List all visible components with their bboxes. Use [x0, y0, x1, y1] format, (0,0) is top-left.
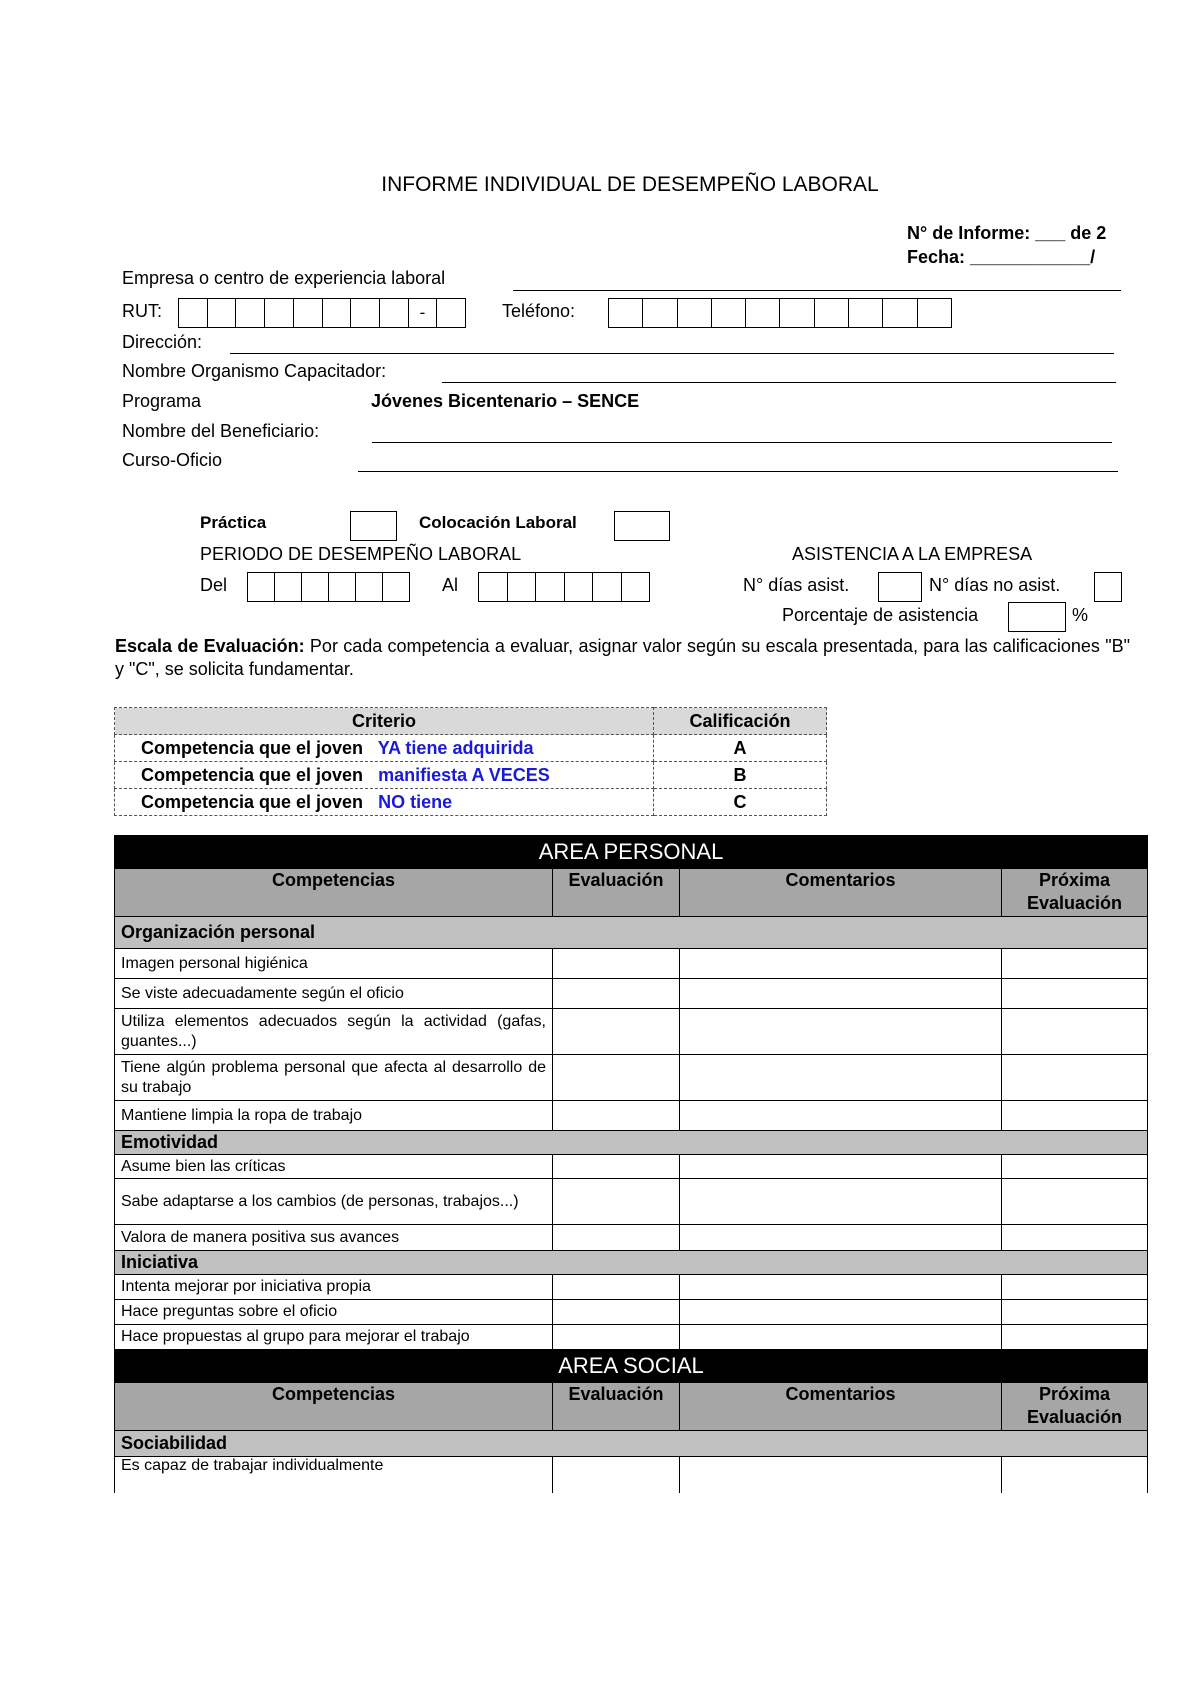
competencia: Tiene algún problema personal que afecta al desarrollo de su trabajo — [115, 1055, 553, 1101]
competencia: Asume bien las críticas — [115, 1155, 553, 1179]
proxima-cell[interactable] — [1002, 979, 1148, 1009]
table-row — [115, 1225, 1148, 1251]
programa-label: Programa — [122, 391, 202, 411]
proxima-cell[interactable] — [1002, 1101, 1148, 1131]
competencia: Hace propuestas al grupo para mejorar el trabajo — [115, 1325, 553, 1350]
evaluacion-cell[interactable] — [553, 1225, 680, 1251]
comentarios-cell[interactable] — [680, 1275, 1002, 1300]
criterio-prefix: Competencia que el joven — [141, 737, 364, 758]
comentarios-cell[interactable] — [680, 1457, 1002, 1493]
competencia: Utiliza elementos adecuados según la actividad (gafas, guantes...) — [115, 1009, 553, 1055]
proxima-cell[interactable] — [1002, 1325, 1148, 1350]
proxima-cell[interactable] — [1002, 1055, 1148, 1101]
proxima-cell[interactable] — [1002, 1225, 1148, 1251]
comentarios-cell[interactable] — [680, 1009, 1002, 1055]
comentarios-cell[interactable] — [680, 1155, 1002, 1179]
del-date-cells[interactable] — [247, 572, 410, 602]
criterio-row — [115, 789, 827, 816]
table-row — [115, 1325, 1148, 1350]
criterio-grade: A — [654, 735, 827, 762]
table-row — [115, 1300, 1148, 1325]
criterio-grade: B — [654, 762, 827, 789]
area-social-title: AREA SOCIAL — [115, 1350, 1148, 1383]
programa-value: Jóvenes Bicentenario – SENCE — [371, 391, 640, 411]
practica-label: Práctica — [200, 513, 267, 532]
al-label: Al — [442, 575, 459, 595]
table-row — [115, 949, 1148, 979]
telefono-cells[interactable] — [608, 298, 952, 328]
dias-no-asist-label: N° días no asist. — [929, 575, 1061, 595]
criterio-prefix: Competencia que el joven — [141, 764, 364, 785]
table-row — [115, 1101, 1148, 1131]
evaluacion-cell[interactable] — [553, 1009, 680, 1055]
competencia: Mantiene limpia la ropa de trabajo — [115, 1101, 553, 1131]
table-row — [115, 1009, 1148, 1055]
evaluacion-cell[interactable] — [553, 1457, 680, 1493]
evaluacion-cell[interactable] — [553, 979, 680, 1009]
direccion-line[interactable] — [230, 353, 1114, 354]
informe-number: N° de Informe: ___ de 2 — [907, 223, 1107, 243]
table-row — [115, 1275, 1148, 1300]
periodo-title: PERIODO DE DESEMPEÑO LABORAL — [200, 544, 522, 564]
criterio-highlight: NO tiene — [378, 791, 453, 812]
percent-symbol: % — [1072, 605, 1089, 625]
comentarios-cell[interactable] — [680, 979, 1002, 1009]
evaluacion-cell[interactable] — [553, 1055, 680, 1101]
asistencia-title: ASISTENCIA A LA EMPRESA — [792, 544, 1033, 564]
empresa-label: Empresa o centro de experiencia laboral — [122, 268, 446, 288]
col-competencias: Competencias — [115, 1383, 553, 1431]
curso-label: Curso-Oficio — [122, 450, 223, 470]
criterio-highlight: manifiesta A VECES — [378, 764, 550, 785]
beneficiario-label: Nombre del Beneficiario: — [122, 421, 320, 441]
col-competencias: Competencias — [115, 869, 553, 917]
competencia: Es capaz de trabajar individualmente — [115, 1457, 553, 1493]
al-date-cells[interactable] — [478, 572, 650, 602]
criterio-highlight: YA tiene adquirida — [377, 737, 534, 758]
evaluacion-cell[interactable] — [553, 1101, 680, 1131]
rut-label: RUT: — [122, 301, 162, 321]
proxima-cell[interactable] — [1002, 1009, 1148, 1055]
group-sociabilidad: Sociabilidad — [115, 1431, 1148, 1457]
comentarios-cell[interactable] — [680, 1300, 1002, 1325]
comentarios-cell[interactable] — [680, 1225, 1002, 1251]
fecha: Fecha: ____________/ — [907, 247, 1096, 267]
competencia: Intenta mejorar por iniciativa propia — [115, 1275, 553, 1300]
criterio-prefix: Competencia que el joven — [141, 791, 364, 812]
table-row — [115, 1179, 1148, 1225]
telefono-label: Teléfono: — [502, 301, 576, 321]
colocacion-label: Colocación Laboral — [419, 513, 577, 532]
organismo-label: Nombre Organismo Capacitador: — [122, 361, 387, 381]
competencia: Hace preguntas sobre el oficio — [115, 1300, 553, 1325]
competencia: Se viste adecuadamente según el oficio — [115, 979, 553, 1009]
area-personal-title: AREA PERSONAL — [115, 836, 1148, 869]
col-evaluacion: Evaluación — [553, 1383, 680, 1431]
escala-paragraph — [115, 635, 1130, 681]
col-proxima: Próxima Evaluación — [1002, 869, 1148, 917]
group-organizacion: Organización personal — [115, 917, 1148, 949]
del-label: Del — [200, 575, 228, 595]
proxima-cell[interactable] — [1002, 1457, 1148, 1493]
competencia: Imagen personal higiénica — [115, 949, 553, 979]
proxima-cell[interactable] — [1002, 1275, 1148, 1300]
proxima-cell[interactable] — [1002, 949, 1148, 979]
evaluacion-cell[interactable] — [553, 949, 680, 979]
evaluacion-cell[interactable] — [553, 1155, 680, 1179]
dias-asist-label: N° días asist. — [743, 575, 850, 595]
col-comentarios: Comentarios — [680, 869, 1002, 917]
organismo-line[interactable] — [442, 382, 1116, 383]
proxima-cell[interactable] — [1002, 1155, 1148, 1179]
empresa-line[interactable] — [513, 290, 1121, 291]
evaluation-table — [114, 835, 1148, 1493]
comentarios-cell[interactable] — [680, 1055, 1002, 1101]
practica-checkbox[interactable] — [350, 511, 397, 541]
rut-dash: - — [409, 299, 438, 327]
calificacion-header: Calificación — [654, 708, 827, 735]
table-row — [115, 1155, 1148, 1179]
escala-text: Por cada competencia a evaluar, asignar valor según su escala presentada, para las calificaciones "B" y "C", se solicita fundamentar. — [115, 636, 1130, 679]
table-row — [115, 1055, 1148, 1101]
beneficiario-line[interactable] — [372, 442, 1112, 443]
rut-cells[interactable] — [178, 298, 466, 328]
criterio-row — [115, 735, 827, 762]
comentarios-cell[interactable] — [680, 949, 1002, 979]
direccion-label: Dirección: — [122, 332, 203, 352]
dias-asist-box[interactable] — [878, 572, 922, 602]
comentarios-cell[interactable] — [680, 1179, 1002, 1225]
curso-line[interactable] — [358, 471, 1118, 472]
group-emotividad: Emotividad — [115, 1131, 1148, 1155]
comentarios-cell[interactable] — [680, 1325, 1002, 1350]
table-row — [115, 1457, 1148, 1493]
comentarios-cell[interactable] — [680, 1101, 1002, 1131]
col-comentarios: Comentarios — [680, 1383, 1002, 1431]
criterio-table — [114, 707, 827, 816]
group-iniciativa: Iniciativa — [115, 1251, 1148, 1275]
competencia: Valora de manera positiva sus avances — [115, 1225, 553, 1251]
porcentaje-box[interactable] — [1008, 602, 1066, 632]
criterio-header: Criterio — [115, 708, 654, 735]
criterio-row — [115, 762, 827, 789]
col-evaluacion: Evaluación — [553, 869, 680, 917]
evaluacion-cell[interactable] — [553, 1275, 680, 1300]
evaluacion-cell[interactable] — [553, 1179, 680, 1225]
table-row — [115, 979, 1148, 1009]
page-title: INFORME INDIVIDUAL DE DESEMPEÑO LABORAL — [381, 173, 879, 196]
criterio-grade: C — [654, 789, 827, 816]
escala-label: Escala de Evaluación: — [115, 636, 305, 656]
colocacion-checkbox[interactable] — [614, 511, 670, 541]
dias-no-asist-box[interactable] — [1094, 572, 1122, 602]
porcentaje-label: Porcentaje de asistencia — [782, 605, 979, 625]
evaluacion-cell[interactable] — [553, 1300, 680, 1325]
col-proxima: Próxima Evaluación — [1002, 1383, 1148, 1431]
proxima-cell[interactable] — [1002, 1300, 1148, 1325]
evaluacion-cell[interactable] — [553, 1325, 680, 1350]
competencia: Sabe adaptarse a los cambios (de personas, trabajos...) — [115, 1179, 553, 1225]
proxima-cell[interactable] — [1002, 1179, 1148, 1225]
